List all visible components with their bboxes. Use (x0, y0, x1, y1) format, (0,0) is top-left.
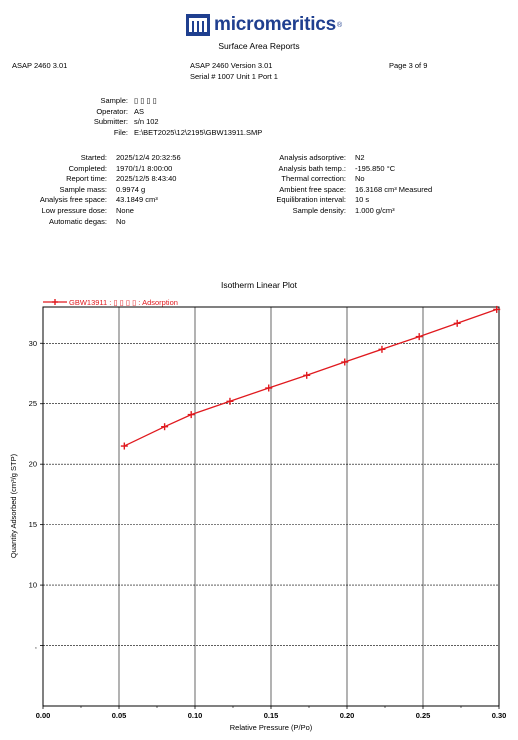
y-tick-label: 25 (28, 399, 37, 409)
x-tick-label: 0.20 (339, 711, 355, 720)
legend-label: GBW13911 : ▯ ▯ ▯ ▯ : Adsorption (69, 298, 178, 307)
analysis-free-space-value: 43.1849 cm³ (116, 195, 158, 205)
x-axis-label: Relative Pressure (P/Po) (229, 723, 313, 732)
x-tick-label: 0.25 (415, 711, 431, 720)
series-layer (121, 306, 500, 450)
instrument-name: ASAP 2460 3.01 (12, 61, 68, 70)
file-label: File: (113, 127, 128, 137)
operator-label: Operator: (96, 106, 128, 116)
data-point-marker (378, 346, 385, 353)
sample-density-value: 1.000 g/cm³ (355, 205, 395, 215)
operator-value: AS (134, 106, 145, 116)
y-tick-label: 20 (28, 459, 37, 469)
y-tick-label: 15 (28, 520, 37, 530)
completed-label: Completed: (68, 163, 107, 173)
low-pressure-dose-label: Low pressure dose: (41, 205, 107, 215)
submitter-value: s/n 102 (134, 117, 159, 127)
equilibration-interval-value: 10 s (355, 195, 370, 205)
axis-ticks (29, 339, 507, 720)
data-point-marker (416, 333, 423, 340)
x-tick-label: 0.00 (35, 711, 51, 720)
data-point-marker (188, 411, 195, 418)
data-point-marker (121, 443, 128, 450)
x-tick-label: 0.10 (187, 711, 203, 720)
report-time-label: Report time: (66, 174, 107, 184)
sample-density-label: Sample density: (292, 205, 346, 215)
analysis-adsorptive-value: N2 (355, 153, 365, 162)
grid-lines (43, 307, 499, 706)
x-tick-label: 0.15 (263, 711, 279, 720)
analysis-free-space-label: Analysis free space: (39, 195, 107, 205)
brand-registered-mark: ® (337, 21, 343, 29)
serial-number: Serial # 1007 Unit 1 Port 1 (190, 72, 278, 81)
sample-mass-label: Sample mass: (59, 184, 107, 194)
x-tick-label: 0.30 (491, 711, 507, 720)
data-point-marker (454, 320, 461, 327)
analysis-adsorptive-label: Analysis adsorptive: (279, 153, 346, 162)
started-label: Started: (80, 153, 107, 162)
file-value: E:\BET2025\12\2195\GBW13911.SMP (134, 127, 263, 137)
sample-value: ▯ ▯ ▯ ▯ (134, 96, 157, 105)
y-tick-label: 10 (28, 580, 37, 590)
data-point-marker (303, 372, 310, 379)
automatic-degas-value: No (116, 216, 126, 226)
report-time-value: 2025/12/5 8:43:40 (116, 174, 177, 184)
ambient-free-space-value: 16.3168 cm³ Measured (355, 184, 433, 194)
thermal-correction-value: No (355, 174, 365, 184)
y-tick-label: , (34, 641, 37, 651)
submitter-label: Submitter: (93, 117, 128, 127)
low-pressure-dose-value: None (116, 205, 134, 215)
y-axis-label: Quantity Adsorbed (cm³/g STP) (9, 453, 18, 559)
chart-title: Isotherm Linear Plot (220, 280, 298, 290)
analysis-bath-temp-value: -195.850 °C (355, 163, 396, 173)
chart-legend (43, 298, 178, 307)
equilibration-interval-label: Equilibration interval: (276, 195, 346, 205)
sample-label: Sample: (100, 96, 128, 105)
software-version: ASAP 2460 Version 3.01 (190, 61, 273, 70)
ambient-free-space-label: Ambient free space: (279, 184, 346, 194)
thermal-correction-label: Thermal correction: (281, 174, 346, 184)
x-tick-label: 0.05 (111, 711, 127, 720)
page-number: Page 3 of 9 (389, 61, 428, 70)
sample-mass-value: 0.9974 g (116, 184, 146, 194)
completed-value: 1970/1/1 8:00:00 (116, 163, 173, 173)
y-tick-label: 30 (28, 338, 37, 348)
started-value: 2025/12/4 20:32:56 (116, 153, 181, 162)
series-line (124, 309, 496, 446)
brand-name: micromeritics (214, 14, 337, 35)
data-point-marker (161, 423, 168, 430)
automatic-degas-label: Automatic degas: (49, 216, 107, 226)
analysis-bath-temp-label: Analysis bath temp.: (278, 163, 346, 173)
report-type: Surface Area Reports (218, 41, 300, 51)
